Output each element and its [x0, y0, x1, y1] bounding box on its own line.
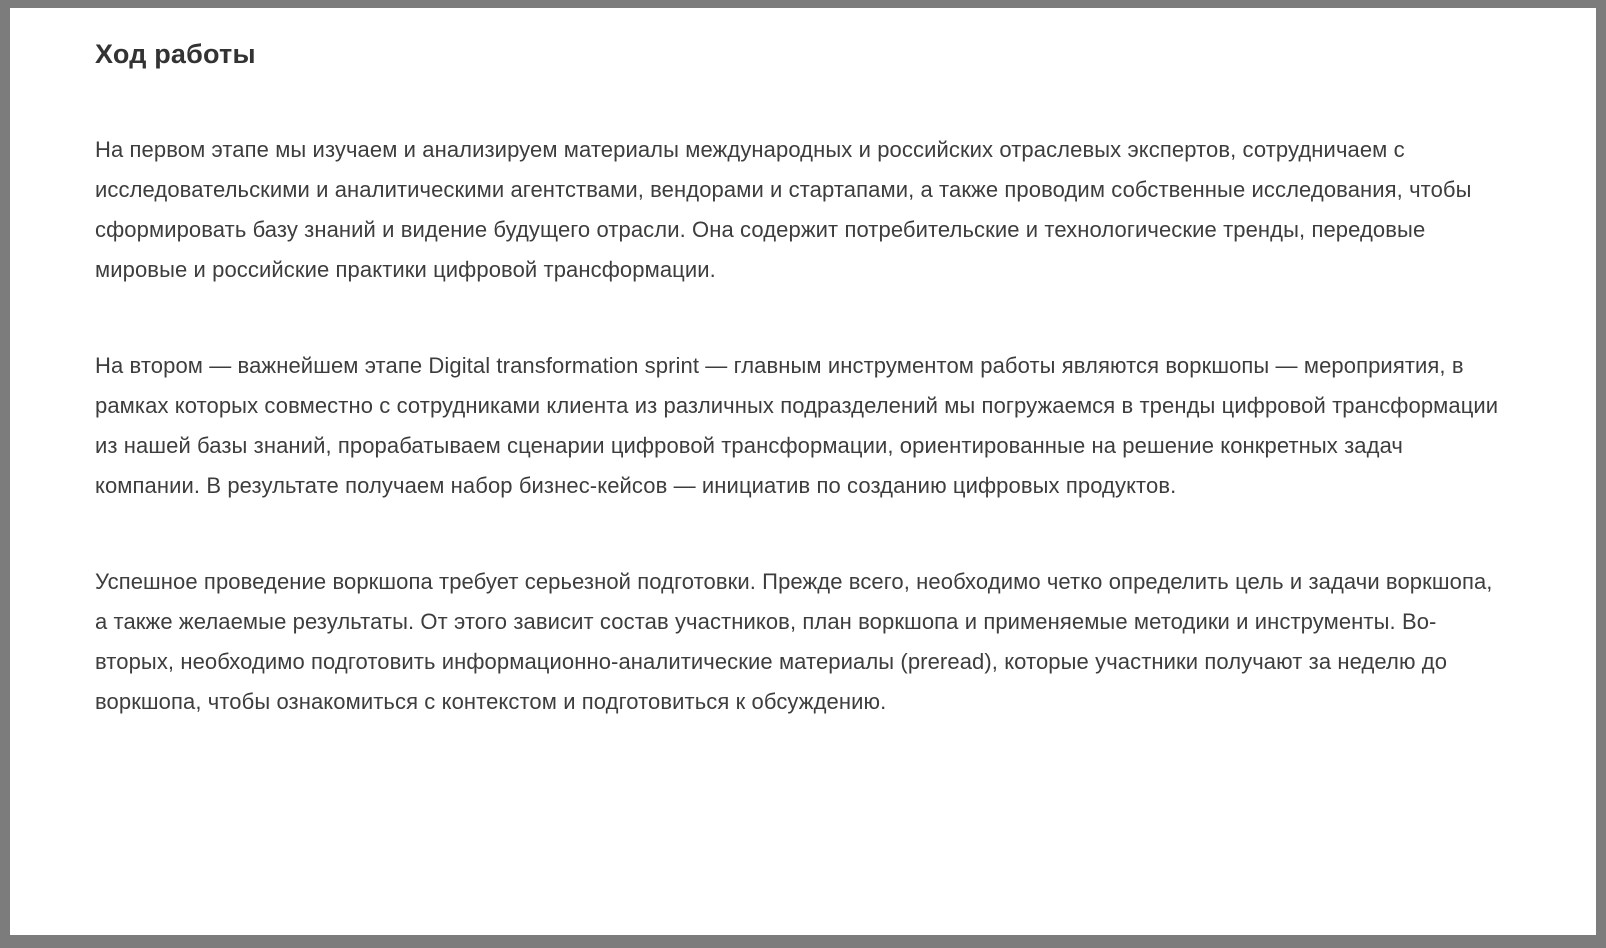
paragraph-workshop-preparation: Успешное проведение воркшопа требует серьезной подготовки. Прежде всего, необходимо четко определить цель и задачи воркшопа, а также желаемые результаты. От этого зависит состав участников, план воркшопа и применяемые методики и инструменты. Во-вторых, необходимо подготовить информационно-аналитические материалы (preread), которые участники получают за неделю до воркшопа, чтобы ознакомиться с контекстом и подготовиться к обсуждению.	[95, 569, 1493, 714]
page-content	[10, 8, 1596, 722]
page-title: Ход работы	[95, 39, 256, 69]
paragraph-stage-two: На втором — важнейшем этапе Digital transformation sprint — главным инструментом работы являются воркшопы — мероприятия, в рамках которых совместно с сотрудниками клиента из различных подразделений мы погружаемся в тренды цифровой трансформации из нашей базы знаний, прорабатываем сценарии цифровой трансформации, ориентированные на решение конкретных задач компании. В результате получаем набор бизнес-кейсов — инициатив по созданию цифровых продуктов.	[95, 353, 1499, 498]
paragraph-stage-one: На первом этапе мы изучаем и анализируем материалы международных и российских отраслевых экспертов, сотрудничаем с исследовательскими и аналитическими агентствами, вендорами и стартапами, а также проводим собственные исследования, чтобы сформировать базу знаний и видение будущего отрасли. Она содержит потребительские и технологические тренды, передовые мировые и российские практики цифровой трансформации.	[95, 137, 1472, 282]
